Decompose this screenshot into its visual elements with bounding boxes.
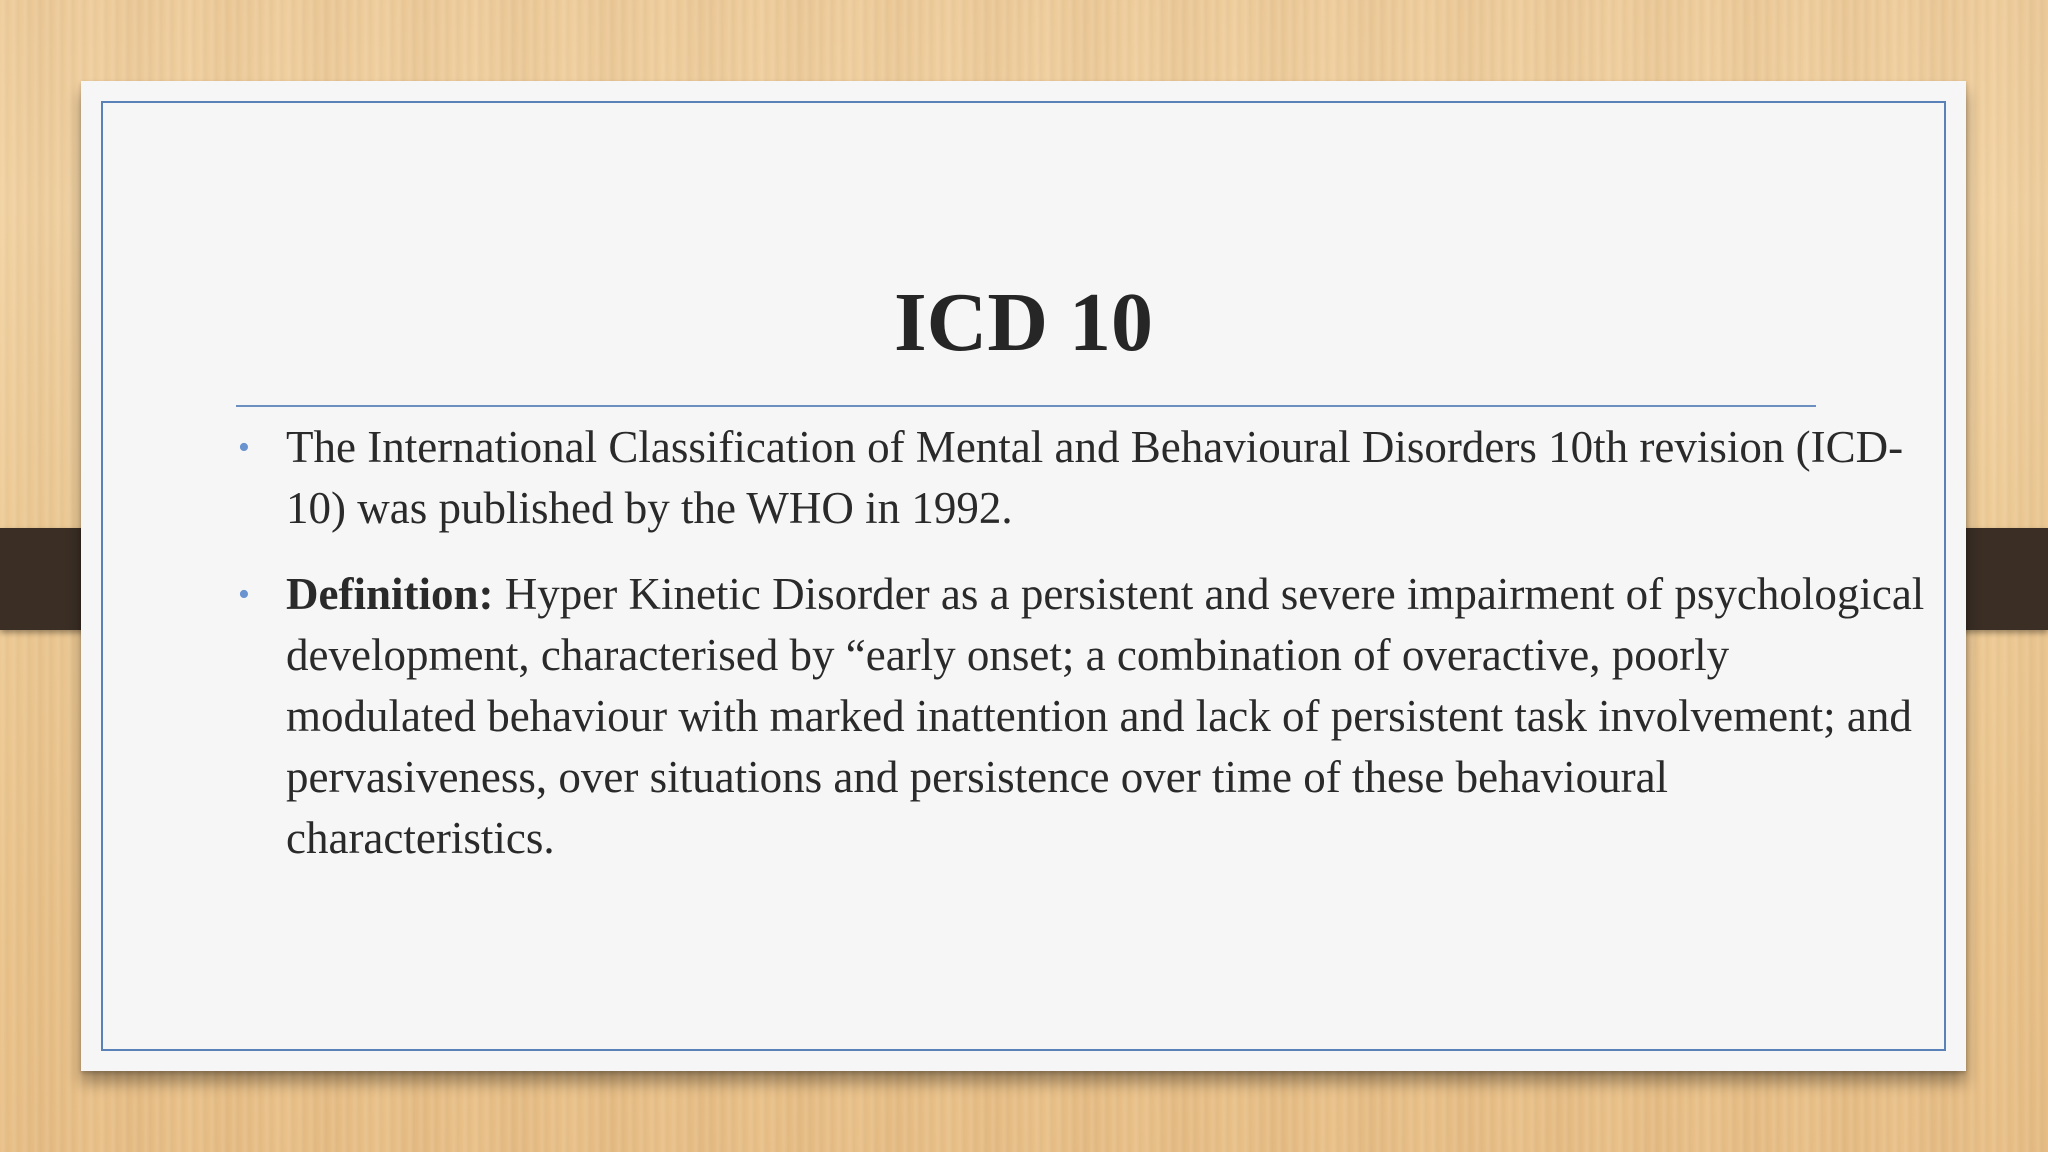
bullet-dot-icon: • <box>238 429 250 466</box>
bullet-list <box>206 417 1926 894</box>
bullet-text: Hyper Kinetic Disorder as a persistent and severe impairment of psychological development, characterised by “early onset; a combination of overactive, poorly modulated behaviour with marked inattention and lack of persistent task involvement; and pervasiveness, over situations and persistence over time of these behavioural characteristics. <box>286 569 1925 863</box>
slide-card <box>81 81 1966 1071</box>
bullet-item-definition <box>206 564 1926 869</box>
slide-title: ICD 10 <box>893 276 1153 369</box>
bullet-dot-icon: • <box>238 576 250 613</box>
title-underline <box>236 405 1816 407</box>
bullet-text: The International Classification of Mental and Behavioural Disorders 10th revision (ICD-10) was published by the WHO in 1992. <box>286 422 1904 533</box>
bullet-lead-label: Definition: <box>286 569 494 619</box>
bullet-item-icd10-publication <box>206 417 1926 539</box>
